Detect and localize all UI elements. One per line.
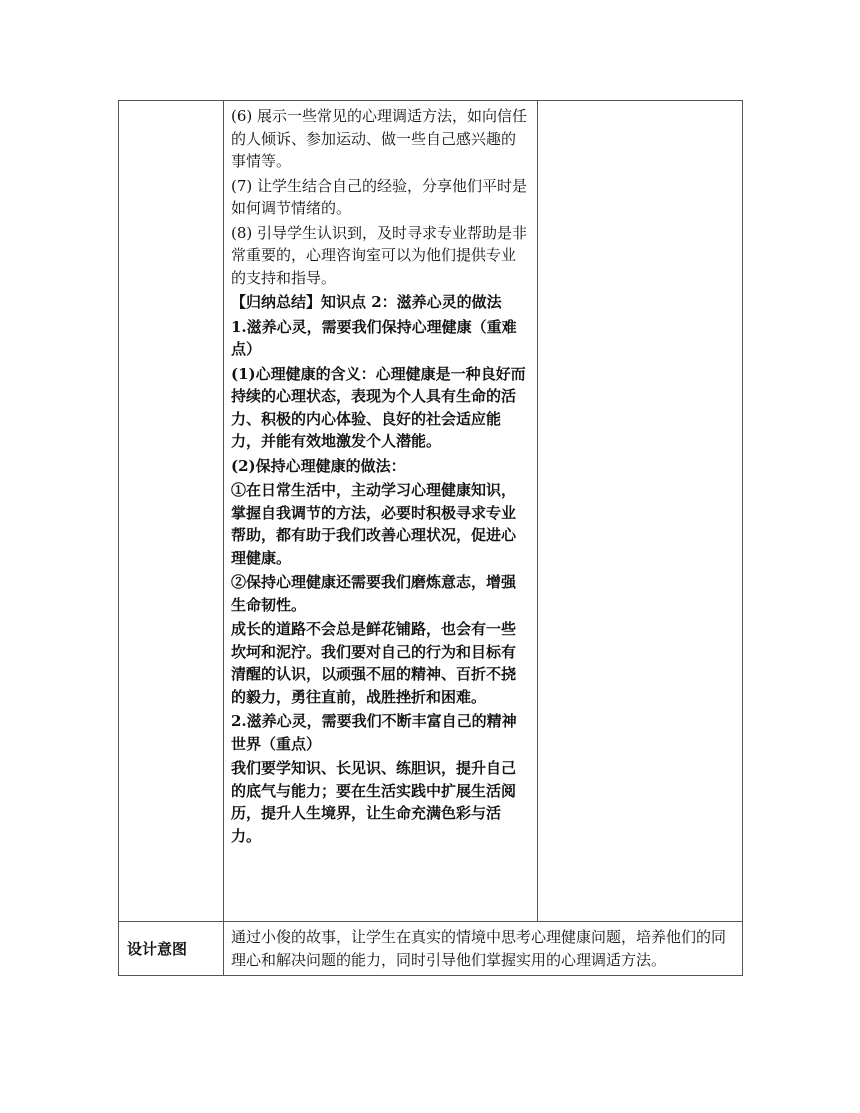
lesson-paragraph: (1)心理健康的含义：心理健康是一种良好而持续的心理状态，表现为个人具有生命的活力、积极的内心体验、良好的社会适应能力，并能有效地激发个人潜能。 [231, 364, 526, 450]
lesson-content [224, 101, 537, 847]
lesson-paragraph: (7) 让学生结合自己的经验，分享他们平时是如何调节情绪的。 [231, 176, 528, 217]
table-row [119, 922, 743, 976]
lesson-paragraph: ①在日常生活中，主动学习心理健康知识，掌握自我调节的方法，必要时积极寻求专业帮助，都有助于我们改善心理状况，促进心理健康。 [231, 481, 517, 567]
lesson-content-cell [224, 101, 538, 922]
lesson-paragraph: (2)保持心理健康的做法： [231, 456, 406, 475]
table-row [119, 101, 743, 922]
lesson-paragraph: 1.滋养心灵，需要我们保持心理健康（重难点） [231, 317, 517, 358]
design-intent-label-cell [119, 922, 224, 976]
lesson-paragraph: 2.滋养心灵，需要我们不断丰富自己的精神世界（重点） [231, 712, 517, 753]
lesson-paragraph: 我们要学知识、长见识、练胆识，提升自己的底气与能力；要在生活实践中扩展生活阅历，提升人生境界，让生命充满色彩与活力。 [231, 759, 517, 845]
empty-right-cell [538, 101, 743, 922]
lesson-plan-table [118, 100, 743, 976]
design-intent-text: 通过小俊的故事，让学生在真实的情境中思考心理健康问题，培养他们的同理心和解决问题的能力，同时引导他们掌握实用的心理调适方法。 [231, 928, 727, 969]
lesson-paragraph: 【归纳总结】知识点 2：滋养心灵的做法 [231, 293, 502, 311]
lesson-paragraph: (6) 展示一些常见的心理调适方法，如向信任的人倾诉、参加运动、做一些自己感兴趣的事情等。 [231, 107, 528, 170]
lesson-paragraph: ②保持心理健康还需要我们磨炼意志，增强生命韧性。 [231, 573, 517, 614]
lesson-paragraph: 成长的道路不会总是鲜花铺路，也会有一些坎坷和泥泞。我们要对自己的行为和目标有清醒的认识，以顽强不屈的精神、百折不挠的毅力，勇往直前，战胜挫折和困难。 [231, 620, 517, 706]
design-intent-label: 设计意图 [127, 940, 188, 958]
lesson-paragraph: (8) 引导学生认识到，及时寻求专业帮助是非常重要的，心理咨询室可以为他们提供专业的支持和指导。 [231, 223, 528, 287]
design-intent-cell [224, 922, 743, 976]
empty-left-cell [119, 101, 224, 922]
